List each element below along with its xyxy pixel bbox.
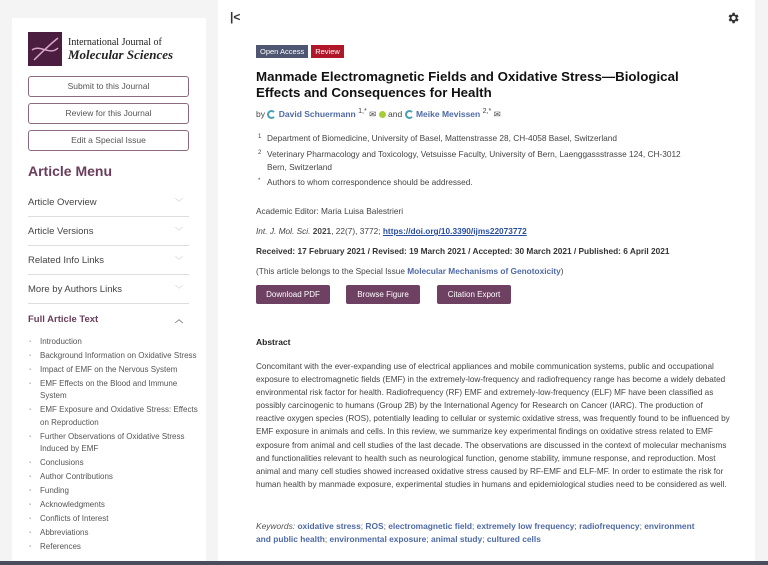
doi-link[interactable]: https://doi.org/10.3390/ijms22073772: [382, 226, 527, 236]
keyword-link[interactable]: radiofrequency: [579, 521, 640, 531]
affiliation: * Authors to whom correspondence should be addressed.: [258, 177, 473, 187]
author-icon: [267, 110, 276, 119]
email-icon[interactable]: ✉: [493, 108, 501, 119]
dna-logo-icon: [28, 32, 62, 66]
menu-article-versions[interactable]: [28, 217, 189, 246]
keyword-link[interactable]: environmental exposure: [329, 534, 427, 544]
toc-item[interactable]: ▪ Impact of EMF on the Nervous System: [28, 364, 198, 376]
special-issue-link[interactable]: Molecular Mechanisms of Genotoxicity: [407, 266, 561, 276]
by-label: by: [256, 108, 265, 119]
chevron-down-icon: ﹀: [175, 227, 183, 236]
keyword-link[interactable]: environment and public health: [256, 521, 695, 544]
article-title: Manmade Electromagnetic Fields and Oxidative Stress—Biological Effects and Consequences for Health: [256, 69, 679, 100]
menu-article-overview[interactable]: [28, 188, 189, 217]
journal-name-line1: International Journal of: [68, 37, 162, 48]
chevron-down-icon: ﹀: [175, 198, 183, 207]
affiliation: 1 Department of Biomedicine, University of Basel, Mattenstrasse 28, CH-4058 Basel, Switzerland: [258, 133, 618, 143]
academic-editor: Academic Editor: Maria Luisa Balestrieri: [256, 206, 404, 216]
citation-export-button[interactable]: Citation Export: [437, 285, 511, 304]
affiliation: 2 Veterinary Pharmacology and Toxicology, Vetsuisse Faculty, University of Bern, Laenggassstrasse 124, CH-3012 Bern, Switzerland: [258, 149, 681, 172]
email-icon[interactable]: ✉: [369, 108, 377, 119]
orcid-icon[interactable]: [379, 111, 386, 118]
toc-item[interactable]: ▪ Background Information on Oxidative Stress: [28, 350, 198, 362]
toc-item[interactable]: ▪ Introduction: [28, 336, 198, 348]
submit-journal-button[interactable]: Submit to this Journal: [28, 76, 189, 97]
menu-related-info[interactable]: [28, 246, 189, 275]
sidebar: [12, 18, 206, 565]
dates-line: Received: 17 February 2021 / Revised: 19 March 2021 / Accepted: 30 March 2021 / Published: 6 April 2021: [256, 246, 670, 256]
chevron-down-icon: ﹀: [175, 256, 183, 265]
author-link[interactable]: David Schuermann: [278, 108, 356, 119]
article-main: [218, 0, 755, 565]
review-journal-button[interactable]: Review for this Journal: [28, 103, 189, 124]
journal-logo[interactable]: [28, 32, 173, 66]
and-label: and: [388, 108, 403, 119]
keywords: Keywords: oxidative stress; ROS; electromagnetic field; extremely low frequency; radiofrequency; environment and public health; environmental exposure; animal study; cultured cells: [256, 521, 695, 544]
toc-item[interactable]: ▪ EMF Effects on the Blood and Immune System: [28, 378, 198, 403]
keyword-link[interactable]: cultured cells: [486, 534, 541, 544]
toc-item[interactable]: ▪ References: [28, 541, 198, 553]
menu-label: Related Info Links: [28, 255, 105, 266]
keyword-link[interactable]: ROS: [365, 521, 384, 531]
keyword-link[interactable]: electromagnetic field: [388, 521, 472, 531]
toc-item[interactable]: ▪ Abbreviations: [28, 527, 198, 539]
special-issue-line: (This article belongs to the Special Issue Molecular Mechanisms of Genotoxicity): [256, 266, 564, 276]
edit-special-issue-button[interactable]: Edit a Special Issue: [28, 130, 189, 151]
toc-item[interactable]: ▪ Conflicts of Interest: [28, 513, 198, 525]
abstract-heading: Abstract: [256, 337, 291, 347]
author-sup: 2,*: [482, 107, 492, 115]
menu-label: More by Authors Links: [28, 284, 122, 295]
keyword-link[interactable]: oxidative stress: [297, 521, 361, 531]
toc-item[interactable]: ▪ Further Observations of Oxidative Stress Induced by EMF: [28, 431, 198, 456]
menu-label: Full Article Text: [28, 314, 99, 325]
menu-full-article-text[interactable]: [28, 305, 189, 334]
journal-name-line2: Molecular Sciences: [68, 47, 174, 62]
bottom-bar: [0, 561, 768, 565]
menu-label: Article Versions: [28, 226, 94, 237]
article-menu-title: Article Menu: [28, 163, 113, 179]
keyword-link[interactable]: animal study: [431, 534, 483, 544]
toc-item[interactable]: ▪ Acknowledgments: [28, 499, 198, 511]
gear-icon[interactable]: [726, 11, 740, 25]
right-gutter: [755, 0, 768, 565]
author-line: [256, 107, 501, 120]
toc-item[interactable]: ▪ Author Contributions: [28, 471, 198, 483]
menu-label: Article Overview: [28, 197, 97, 208]
menu-more-by-authors[interactable]: [28, 275, 189, 304]
toc-item[interactable]: ▪ Conclusions: [28, 457, 198, 469]
download-pdf-button[interactable]: Download PDF: [256, 285, 330, 304]
chevron-down-icon: ﹀: [175, 285, 183, 294]
abstract-text: Concomitant with the ever-expanding use of electrical appliances and mobile communication systems, public and occupational exposure to electromagnetic fields (EMF) in the extremely-low-frequency and radiofrequency range has become a widely debated environmental risk factor for health. Radiofrequency (RF) EMF and extremely-low-frequency (ELF) MF have been classified as possibly carcinogenic to humans (Group 2B) by the International Agency for Research on Cancer (IARC). The production of reactive oxygen species (ROS), potentially leading to cellular or systemic oxidative stress, was frequently found to be influenced by EMF exposure in animals and cells. In this review, we summarize key experimental findings on oxidative stress related to EMF exposure from animal and cell studies of the last decade. The observations are discussed in the context of molecular mechanisms and functionalities relevant to health such as neurological function, genome stability, immune response, and reproduction. Most animal and many cell studies showed increased oxidative stress caused by RF-EMF and ELF-MF. In order to estimate the risk for human health by manmade exposure, experimental studies in humans and epidemiological studies need to be considered as well.: [256, 362, 730, 489]
keyword-link[interactable]: extremely low frequency: [476, 521, 575, 531]
browse-figure-button[interactable]: Browse Figure: [346, 285, 420, 304]
collapse-sidebar-icon[interactable]: |<: [230, 10, 241, 24]
author-sup: 1,*: [358, 107, 367, 115]
citation-line: Int. J. Mol. Sci. 2021, 22(7), 3772; https://doi.org/10.3390/ijms22073772: [256, 226, 527, 236]
toc-item[interactable]: ▪ Funding: [28, 485, 198, 497]
open-access-badge: Open Access: [256, 45, 308, 58]
toc-item[interactable]: ▪ EMF Exposure and Oxidative Stress: Effects on Reproduction: [28, 404, 198, 429]
author-icon: [405, 110, 414, 119]
review-badge: Review: [311, 45, 344, 58]
author-link[interactable]: Meike Mevissen: [415, 108, 481, 119]
chevron-up-icon: ︿: [175, 315, 183, 324]
table-of-contents: [28, 336, 198, 555]
